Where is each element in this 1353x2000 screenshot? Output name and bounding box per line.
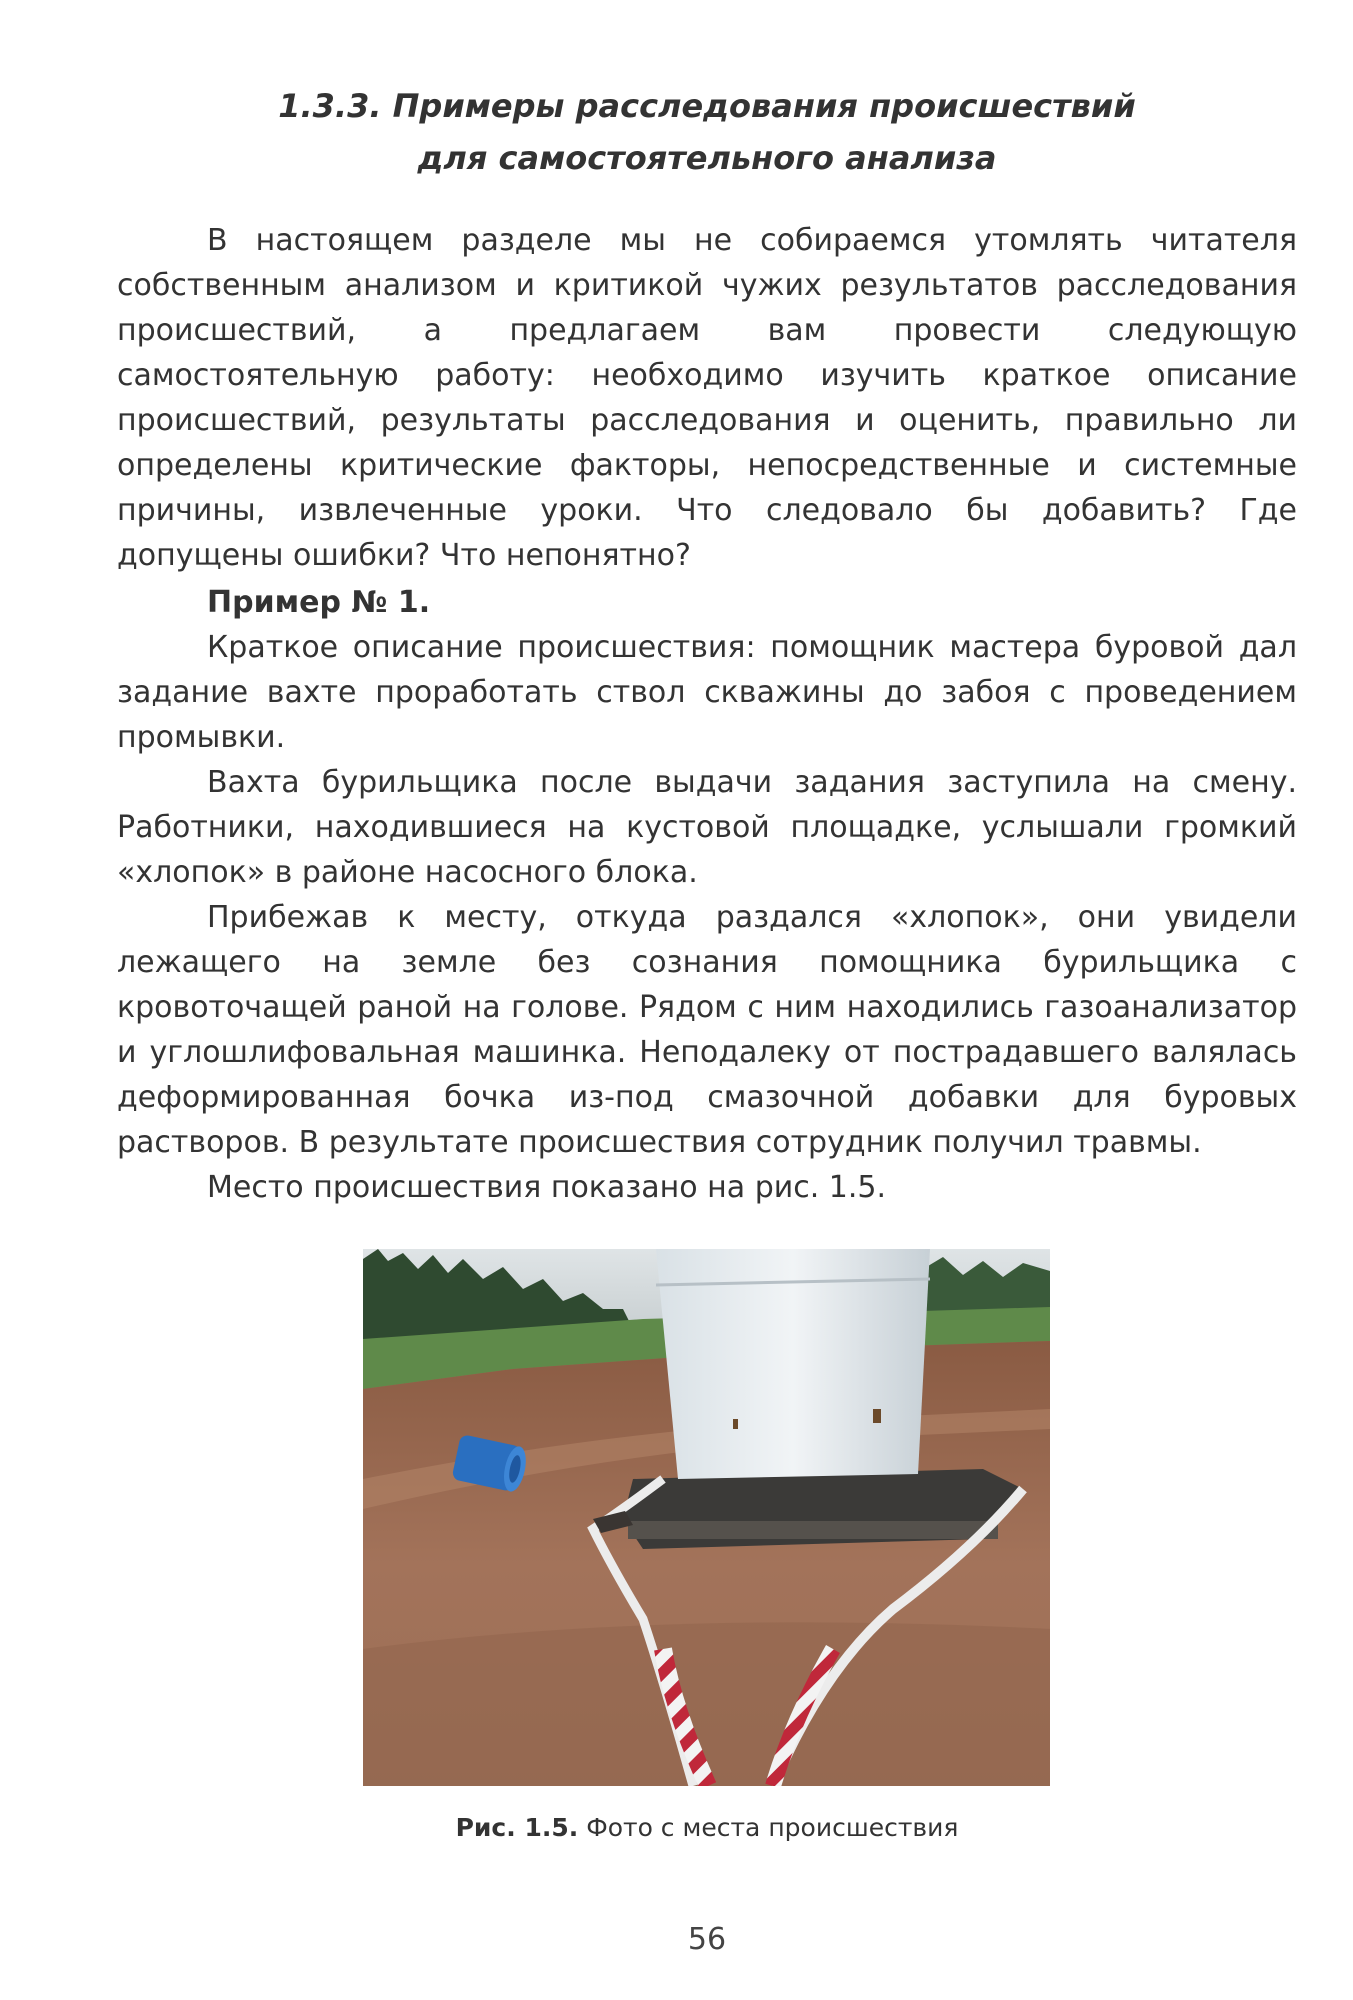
container-mark [873,1409,881,1423]
incident-photo [363,1249,1050,1786]
container-mark-2 [733,1419,738,1429]
section-title [117,80,1297,184]
example-paragraph-3: Прибежав к месту, откуда раздался «хлопок», они увидели лежащего на земле без сознания помощника бурильщика с кровоточащей раной на голове. Рядом с ним находились газоанализатор и углошлифовальная машинка. Неподалеку от пострадавшего валялась деформированная бочка из-под смазочной добавки для буровых растворов. В результате происшествия сотрудник получил травмы. [117,900,1297,1160]
example-paragraph-4: Место происшествия показано на рис. 1.5. [207,1170,887,1205]
example-paragraph-1: Краткое описание происшествия: помощник мастера буровой дал задание вахте проработать ствол скважины до забоя с проведением промывки. [117,630,1297,755]
platform-beam [628,1521,998,1539]
section-title-line-1: 1.3.3. Примеры расследования происшествий [278,87,1136,125]
example-block [117,580,1297,1210]
page-number: 56 [687,1922,727,1957]
figure-caption [117,1810,1297,1846]
example-heading: Пример № 1. [207,585,431,620]
section-title-line-2: для самостоятельного анализа [417,139,997,177]
figure-caption-text: Фото с места происшествия [586,1813,959,1842]
intro-block [117,218,1297,578]
example-paragraph-2: Вахта бурильщика после выдачи задания заступила на смену. Работники, находившиеся на кустовой площадке, услышали громкий «хлопок» в районе насосного блока. [117,765,1297,890]
figure-label: Рис. 1.5. [455,1813,579,1842]
intro-paragraph: В настоящем разделе мы не собираемся утомлять читателя собственным анализом и критикой чужих результатов расследования происшествий, а предлагаем вам провести следующую самостоятельную работу: необходимо изучить краткое описание происшествий, результаты расследования и оценить, правильно ли определены критические факторы, непосредственные и системные причины, извлеченные уроки. Что следовало бы добавить? Где допущены ошибки? Что непонятно? [117,223,1297,573]
incident-photo-drawing [363,1249,1050,1786]
